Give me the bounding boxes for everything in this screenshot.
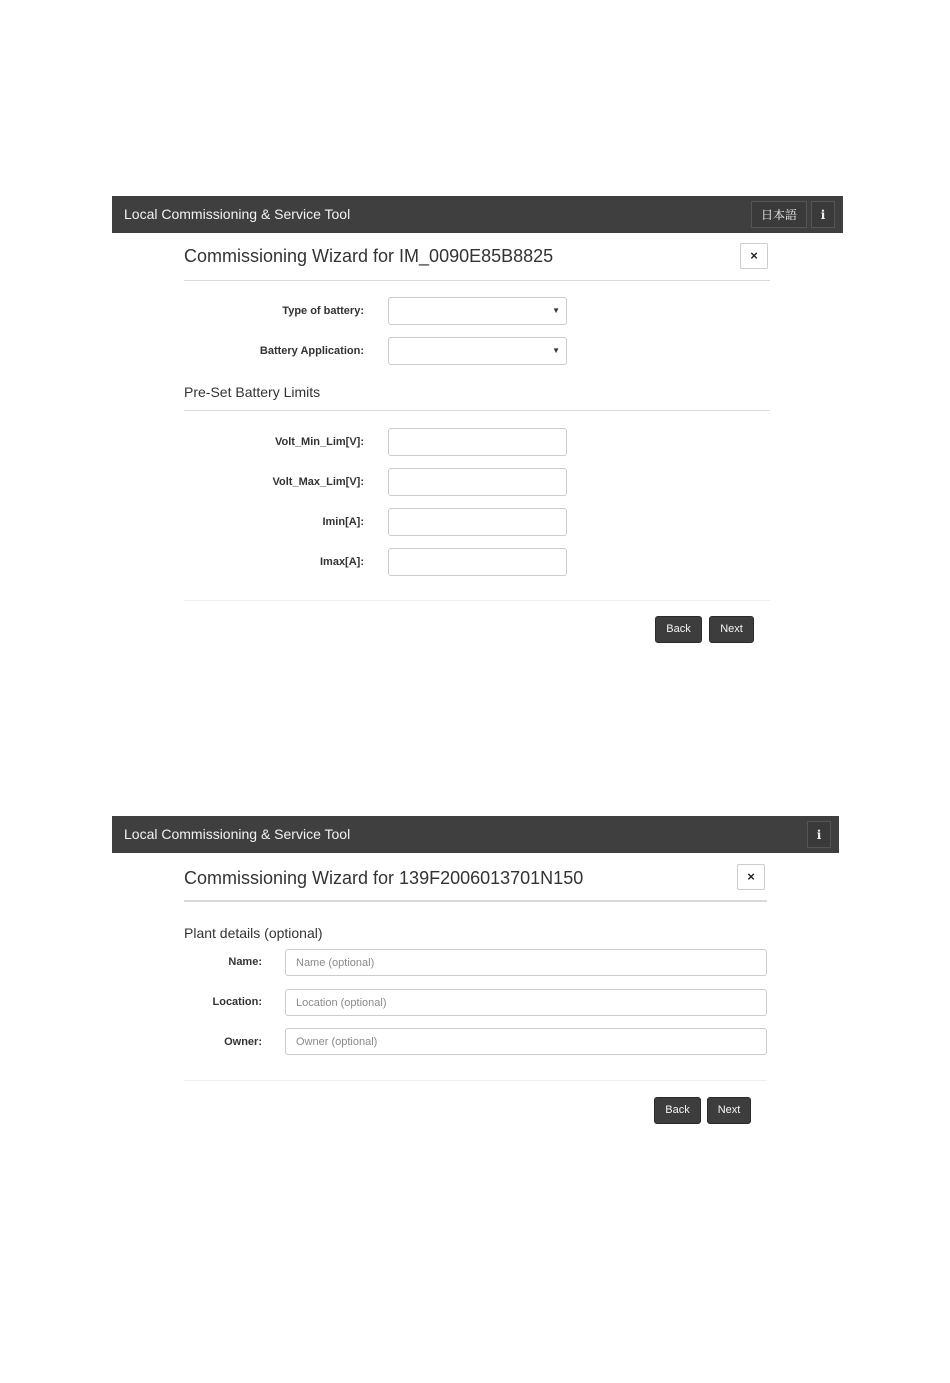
title-divider (184, 280, 770, 281)
close-icon: × (750, 248, 758, 263)
battery-wizard-screenshot (112, 196, 843, 656)
owner-field[interactable] (286, 1029, 766, 1054)
navbar (112, 196, 843, 233)
imin-field[interactable] (389, 509, 566, 535)
plant-details-heading: Plant details (optional) (184, 925, 323, 941)
caret-down-icon: ▼ (552, 346, 560, 355)
volt-min-label: Volt_Min_Lim[V]: (274, 436, 364, 448)
location-label: Location: (212, 996, 262, 1008)
volt-max-field[interactable] (389, 469, 566, 495)
app-brand[interactable]: Local Commissioning & Service Tool (124, 826, 351, 842)
info-button[interactable] (807, 821, 831, 848)
navbar (112, 816, 839, 853)
location-input[interactable] (285, 989, 767, 1016)
imin-label: Imin[A]: (322, 516, 364, 528)
volt-max-label: Volt_Max_Lim[V]: (272, 476, 364, 488)
imax-input[interactable] (388, 548, 567, 576)
name-label: Name: (228, 956, 262, 968)
name-field[interactable] (286, 950, 766, 975)
close-button[interactable] (740, 243, 768, 269)
language-button[interactable]: 日本語 (751, 201, 807, 228)
back-button[interactable]: Back (654, 1097, 701, 1124)
imax-label: Imax[A]: (319, 556, 364, 568)
back-button[interactable]: Back (655, 616, 702, 643)
wizard-title: Commissioning Wizard for IM_0090E85B8825 (184, 246, 554, 266)
owner-label: Owner: (224, 1036, 262, 1048)
volt-max-input[interactable] (388, 468, 567, 496)
location-field[interactable] (286, 990, 766, 1015)
info-button[interactable] (811, 201, 835, 228)
footer-divider (184, 1080, 767, 1081)
imax-field[interactable] (389, 549, 566, 575)
title-divider (184, 900, 767, 902)
footer-divider (184, 600, 770, 601)
next-button[interactable]: Next (707, 1097, 751, 1124)
wizard-panel (112, 233, 843, 656)
close-button[interactable] (737, 864, 765, 890)
preset-battery-limits-heading: Pre-Set Battery Limits (184, 384, 321, 400)
close-icon: × (747, 869, 755, 884)
info-icon: i (816, 828, 822, 842)
volt-min-input[interactable] (388, 428, 567, 456)
owner-input[interactable] (285, 1028, 767, 1055)
wizard-panel (112, 853, 839, 1136)
next-button[interactable]: Next (709, 616, 754, 643)
app-brand[interactable]: Local Commissioning & Service Tool (124, 206, 351, 222)
battery-type-select[interactable] (388, 297, 567, 325)
wizard-title: Commissioning Wizard for 139F2006013701N150 (184, 868, 584, 888)
volt-min-field[interactable] (389, 429, 566, 455)
section-divider (184, 410, 770, 411)
battery-application-label: Battery Application: (259, 345, 364, 357)
caret-down-icon: ▼ (552, 306, 560, 315)
battery-type-label: Type of battery: (282, 305, 364, 317)
plant-details-wizard-screenshot (112, 816, 839, 1136)
info-icon: i (820, 208, 826, 222)
battery-application-select[interactable] (388, 337, 567, 365)
imin-input[interactable] (388, 508, 567, 536)
name-input[interactable] (285, 949, 767, 976)
